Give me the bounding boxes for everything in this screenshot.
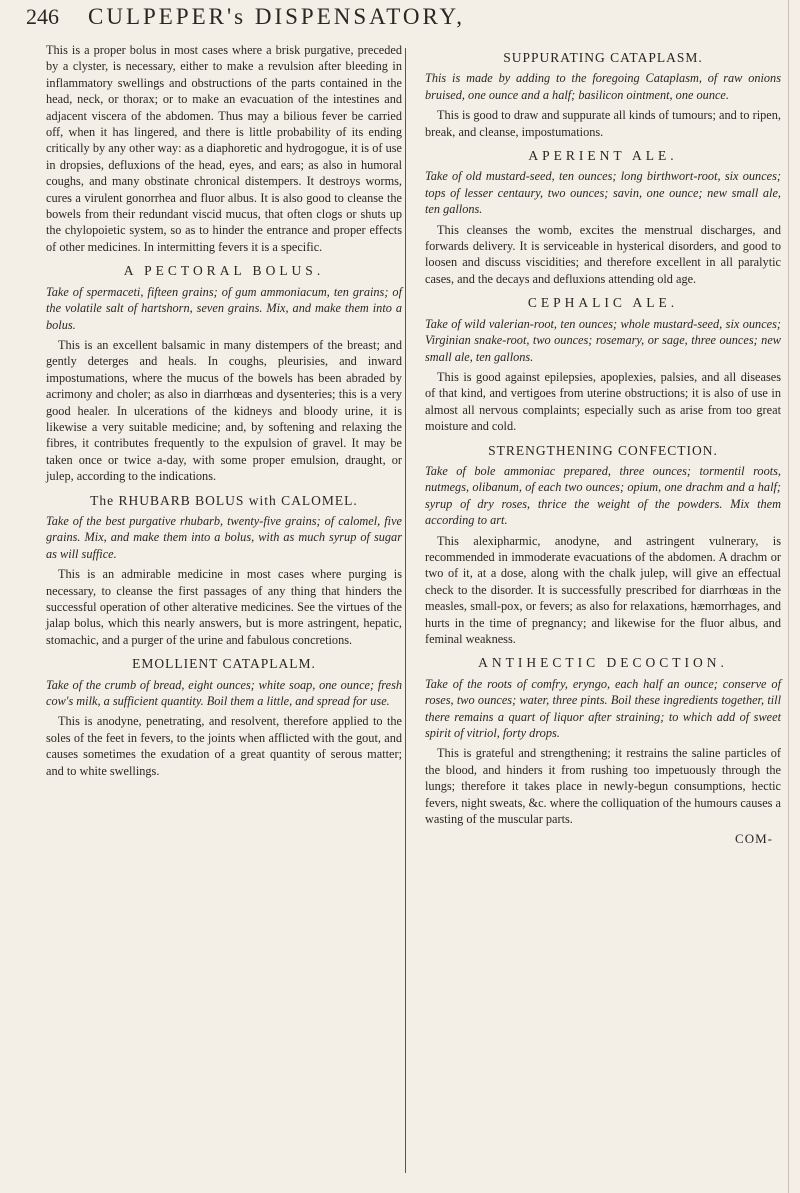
section-heading: STRENGTHENING CONFECTION. bbox=[488, 442, 718, 458]
recipe-text: Take of the roots of comfry, eryngo, each half an ounce; conserve of roses, two ounces; water, three pints. Boil these ingredients together, till there remains a quart of liquor after straining; to which add of sweet spirit of vitriol, forty drops. bbox=[425, 676, 781, 741]
recipe-section bbox=[46, 263, 402, 484]
recipe-section bbox=[425, 655, 781, 827]
page-number: 246 bbox=[26, 4, 59, 29]
recipe-section bbox=[46, 493, 402, 649]
description-paragraph: This cleanses the womb, excites the menstrual discharges, and forwards delivery. It is serviceable in hysterical disorders, and good to loosen and discuss viscidities; and therefore excellent in all paralytic cases, and the decays and defluxions attending old age. bbox=[425, 222, 781, 286]
recipe-text: Take of the crumb of bread, eight ounces; white soap, one ounce; fresh cow's milk, a sufficient quantity. Boil them a little, and spread for use. bbox=[46, 677, 402, 709]
recipe-text: Take of wild valerian-root, ten ounces; whole mustard-seed, six ounces; Virginian snake-root, two ounces; rosemary, or sage, three ounces; new small ale, ten gallons. bbox=[425, 316, 781, 364]
description-paragraph: This is an admirable medicine in most cases where purging is necessary, to cleanse the first passages of any thing that hinders the successful operation of other alterative medicines. See the virtues of the jalap bolus, which this nearly answers, but is more astringent, hepatic, stomachic, and a purger of the urine and fabulous concretions. bbox=[46, 567, 402, 647]
recipe-section bbox=[425, 50, 781, 140]
right-column bbox=[425, 42, 781, 848]
section-heading: ANTIHECTIC DECOCTION. bbox=[478, 655, 728, 671]
section-heading: SUPPURATING CATAPLASM. bbox=[503, 50, 703, 65]
recipe-text: This is made by adding to the foregoing Cataplasm, of raw onions bruised, one ounce and a half; basilicon ointment, one ounce. bbox=[425, 71, 781, 102]
section-heading: CEPHALIC ALE. bbox=[527, 295, 679, 311]
description-paragraph: This is grateful and strengthening; it restrains the saline particles of the blood, and hinders it from rushing too impetuously through the lungs; therefore it takes place in newly-begun consumptions, hectic fevers, night sweats, &c. where the colliquation of the humours causes a wasting of the muscular parts. bbox=[425, 746, 781, 827]
recipe-text: Take of old mustard-seed, ten ounces; long birthwort-root, six ounces; tops of lesser centaury, two ounces; savin, one ounce; new small ale, ten gallons. bbox=[425, 169, 781, 217]
recipe-section bbox=[46, 656, 402, 779]
recipe-section bbox=[425, 295, 781, 434]
description-paragraph: This is an excellent balsamic in many distempers of the breast; and gently deterges and heals. In coughs, pleurisies, and inward impostumations, where the mucus of the bowels has been abraded by acrimony and choler; as also in diarrhœas and dysenteries; this is a very good healer. In ulcerations of the kidneys and bloody urine, it is likewise a very suitable medicine; and, by softening and relaxing the fibres, it contributes frequently to the expulsion of gravel. It may be taken once or twice a-day, with some proper emulsion, draught, or julep, according to the indications. bbox=[46, 337, 402, 484]
continued-paragraph: This is a proper bolus in most cases where a brisk purgative, preceded by a clyster, is necessary, either to make a revulsion after bleeding in inflammatory swellings and obstructions of the parts contained in the head, neck, or thorax; or to make an evacuation of the intestines and adjacent viscera of the abdomen. Thus may a bilious fever be carried off, when it has lingered, and there is little probability of its ending critically by any other way: as a diaphoretic and hydrogogue, it is of use in dropsies, defluxions of the head, eyes, and ears; as also in humoral coughs, and many obstinate chronical distempers. It destroys worms, cures a virulent gonorrhea and fluor albus. It is also good to cleanse the bowels from their redundant viscid mucus, that often clogs or shuts up the chylopoietic system, so as to hinder the entrance and proper effects of other medicines. In intermitting fevers it is a specific. bbox=[46, 43, 402, 254]
right-sections bbox=[425, 50, 781, 827]
section-heading: APERIENT ALE. bbox=[528, 148, 678, 164]
page-header bbox=[26, 4, 786, 38]
recipe-text: Take of spermaceti, fifteen grains; of gum ammoniacum, ten grains; of the volatile salt of hartshorn, seven grains. Mix, and make them into a bolus. bbox=[46, 284, 402, 332]
section-heading: A PECTORAL BOLUS. bbox=[123, 263, 325, 279]
recipe-text: Take of bole ammoniac prepared, three ounces; tormentil roots, nutmegs, olibanum, of each two ounces; opium, one drachm and a half; syrup of dry roses, thrice the weight of the powders. Mix them according to art. bbox=[425, 463, 781, 528]
section-heading: EMOLLIENT CATAPLALM. bbox=[132, 656, 316, 672]
recipe-section bbox=[425, 443, 781, 648]
left-sections bbox=[46, 263, 402, 779]
page-edge bbox=[788, 0, 789, 1193]
section-heading: The RHUBARB BOLUS with CALOMEL. bbox=[90, 492, 358, 508]
description-paragraph: This is anodyne, penetrating, and resolvent, therefore applied to the soles of the feet in fevers, to the joints when afflicted with the gout, and causes sometimes the exudation of a great quantity of serous matter; and to white swellings. bbox=[46, 714, 402, 778]
left-column bbox=[46, 42, 402, 783]
catchword: COM- bbox=[735, 831, 773, 847]
description-paragraph: This is good to draw and suppurate all kinds of tumours; and to ripen, break, and cleanse, impostumations. bbox=[425, 108, 781, 139]
description-paragraph: This is good against epilepsies, apoplexies, palsies, and all diseases of that kind, and vertigoes from uterine obstructions; it is also of use in almost all nervous complaints; especially such as arise from too great moisture and cold. bbox=[425, 369, 781, 434]
running-title: CULPEPER's DISPENSATORY, bbox=[88, 4, 465, 29]
recipe-text: Take of the best purgative rhubarb, twenty-five grains; of calomel, five grains. Mix, and make them into a bolus, with as much syrup of sugar as will suffice. bbox=[46, 513, 402, 561]
description-paragraph: This alexipharmic, anodyne, and astringent vulnerary, is recommended in immoderate evacuations of the abdomen. A drachm or two of it, at a dose, along with the chalk julep, will give an effectual check to the disorder. It is successfully prescribed for diarrhœas in the measles, small-pox, or fevers; as also for relaxations, hæmorrhages, and hurts in the time of pregnancy; and likewise for the fluor albus, and feminal weakness. bbox=[425, 533, 781, 646]
column-rule bbox=[405, 48, 406, 1173]
recipe-section bbox=[425, 148, 781, 287]
